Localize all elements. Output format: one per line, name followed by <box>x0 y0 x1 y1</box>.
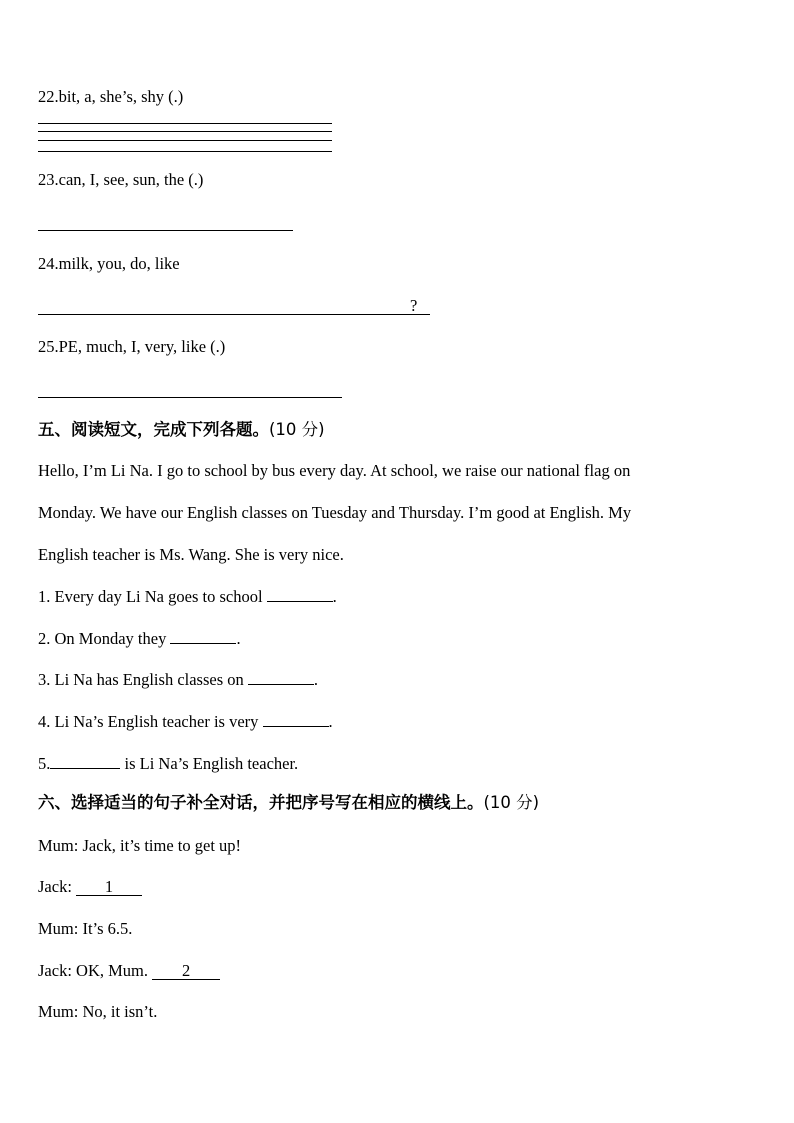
item-end: is Li Na’s English teacher. <box>120 754 299 773</box>
question-words: milk, you, do, like <box>58 254 180 273</box>
section-6-heading <box>38 792 539 814</box>
question-25 <box>38 337 225 357</box>
question-22 <box>38 87 183 107</box>
speaker-text: Jack: OK, Mum. <box>38 961 153 980</box>
answer-blank[interactable] <box>248 669 314 685</box>
reading-item-5 <box>38 753 298 774</box>
section-5-heading <box>38 419 325 441</box>
answer-line[interactable] <box>38 397 342 398</box>
answer-blank[interactable] <box>263 711 329 727</box>
question-words: bit, a, she’s, shy (.) <box>58 87 184 106</box>
answer-blank[interactable] <box>170 628 236 644</box>
section-title: 五、阅读短文，完成下列各题。 <box>38 420 269 439</box>
item-text: 4. Li Na’s English teacher is very <box>38 712 263 731</box>
answer-blank[interactable] <box>267 586 333 602</box>
dialogue-line <box>38 961 220 981</box>
question-number: 23. <box>38 170 59 189</box>
question-24 <box>38 254 180 274</box>
answer-blank-1[interactable]: 1 <box>76 879 142 896</box>
item-text: 1. Every day Li Na goes to school <box>38 587 267 606</box>
question-words: PE, much, I, very, like (.) <box>58 337 226 356</box>
reading-item-2 <box>38 628 241 649</box>
reading-item-4 <box>38 711 333 732</box>
dialogue-line: Mum: It’s 6.5. <box>38 919 133 938</box>
speaker-text: Jack: <box>38 877 77 896</box>
dialogue-line: Mum: Jack, it’s time to get up! <box>38 836 242 855</box>
item-end: . <box>332 587 337 606</box>
passage-line: Hello, I’m Li Na. I go to school by bus every day. At school, we raise our national flag on <box>38 461 631 480</box>
reading-item-1 <box>38 586 337 607</box>
item-text: 2. On Monday they <box>38 629 171 648</box>
dialogue-line <box>38 877 142 897</box>
item-end: . <box>328 712 333 731</box>
item-text: 3. Li Na has English classes on <box>38 670 248 689</box>
item-end: . <box>313 670 319 689</box>
section-score: (10 分) <box>269 420 325 439</box>
section-score: (10 分) <box>483 793 540 812</box>
reading-item-3 <box>38 669 318 690</box>
item-text: 5. <box>38 754 51 773</box>
answer-line <box>38 151 332 152</box>
answer-line <box>38 131 332 132</box>
question-words: can, I, see, sun, the (.) <box>58 170 204 189</box>
question-number: 22. <box>38 87 59 106</box>
answer-line <box>38 140 332 141</box>
item-end: . <box>236 629 241 648</box>
question-23 <box>38 170 203 190</box>
answer-line <box>38 123 332 124</box>
dialogue-line: Mum: No, it isn’t. <box>38 1002 158 1021</box>
answer-blank[interactable] <box>50 753 120 769</box>
passage-line: Monday. We have our English classes on Tuesday and Thursday. I’m good at English. My <box>38 503 632 522</box>
answer-blank-2[interactable]: 2 <box>152 963 220 980</box>
question-number: 25. <box>38 337 59 356</box>
section-title: 六、选择适当的句子补全对话，并把序号写在相应的横线上。 <box>38 793 484 812</box>
answer-line[interactable] <box>38 314 430 315</box>
passage-line: English teacher is Ms. Wang. She is very nice. <box>38 545 344 564</box>
answer-line[interactable] <box>38 230 293 231</box>
question-number: 24. <box>38 254 59 273</box>
question-mark: ? <box>410 296 418 315</box>
